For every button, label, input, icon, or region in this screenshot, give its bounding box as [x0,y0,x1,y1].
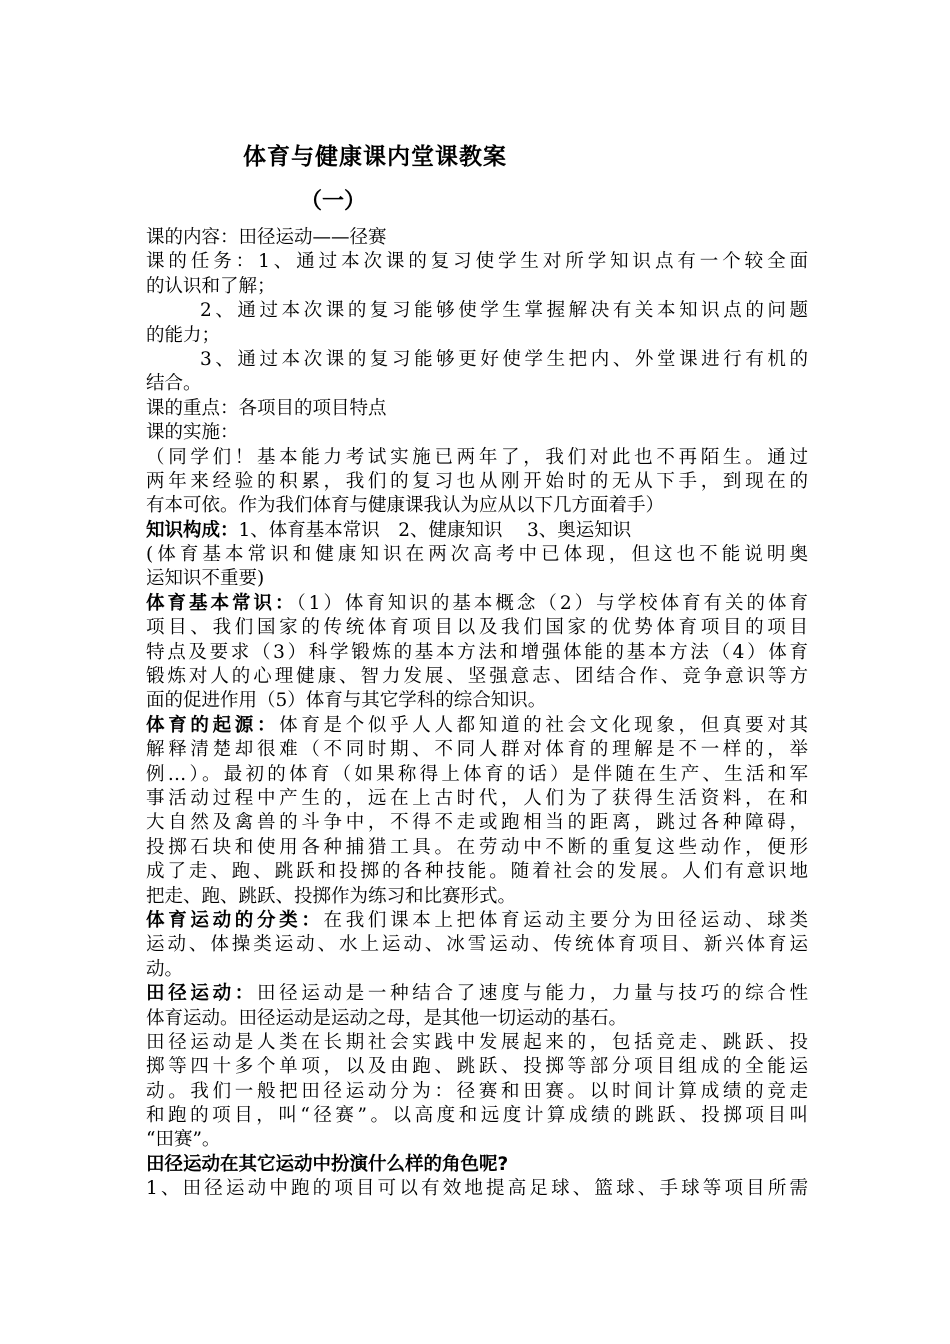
line-text: 事活动过程中产生的，远在上古时代，人们为了获得生活资料，在和 [146,787,808,809]
section-label: 体育的起源： [146,714,280,736]
document-line [146,592,808,616]
document-line [146,299,808,323]
document-line [146,1031,808,1055]
document-line [146,226,808,250]
document-line [146,470,808,494]
document-line [146,909,808,933]
line-text: 掷等四十多个单项，以及由跑、跳跃、投掷等部分项目组成的全能运 [146,1056,808,1078]
document-line [146,616,808,640]
document-line [146,738,808,762]
line-text: “田赛”。 [146,1129,221,1151]
line-text: 体育运动。田径运动是运动之母，是其他一切运动的基石。 [146,1007,628,1029]
line-text: 3、通过本次课的复习能够更好使学生把内、外堂课进行有机的 [200,348,808,370]
document-line [146,397,808,421]
section-label: 田径运动在其它运动中扮演什么样的角色呢? [146,1153,509,1175]
document-line [146,836,808,860]
line-text: 课的实施： [146,422,239,444]
section-label: 田径运动： [146,983,257,1005]
line-text: 运动、体操类运动、水上运动、冰雪运动、传统体育项目、新兴体育运 [146,934,808,956]
document-body [146,226,808,1202]
line-text: 在我们课本上把体育运动主要分为田径运动、球类 [323,909,808,931]
line-text: 锻炼对人的心理健康、智力发展、坚强意志、团结合作、竞争意识等方 [146,666,808,688]
document-line [146,275,808,299]
document-line [146,567,808,591]
line-text: (体育基本常识和健康知识在两次高考中已体现，但这也不能说明奥 [146,544,808,566]
line-text: （同学们！基本能力考试实施已两年了，我们对此也不再陌生。通过 [146,446,808,468]
document-line [146,958,808,982]
line-text: 两年来经验的积累，我们的复习也从刚开始时的无从下手，到现在的 [146,470,808,492]
document-line [146,641,808,665]
document-line [146,1177,808,1201]
document-line [146,1104,808,1128]
document-title: 体育与健康课内堂课教案 [243,144,507,170]
document-line [146,421,808,445]
document-line [146,446,808,470]
section-label: 体育基本常识： [146,592,297,614]
document-line [146,982,808,1006]
line-text: 田径运动是人类在长期社会实践中发展起来的，包括竞走、跳跃、投 [146,1031,808,1053]
document-line [146,1080,808,1104]
document-line [146,348,808,372]
line-text: 项目、我们国家的传统体育项目以及我们国家的优势体育项目的项目 [146,617,808,639]
line-text: 大自然及禽兽的斗争中，不得不走或跑相当的距离，跳过各种障碍， [146,812,808,834]
document-line [146,860,808,884]
line-text: 1、体育基本常识 2、健康知识 3、奥运知识 [238,519,632,541]
line-text: 特点及要求（3）科学锻炼的基本方法和增强体能的基本方法（4）体育 [146,641,808,663]
line-text: 解释清楚却很难（不同时期、不同人群对体育的理解是不一样的，举 [146,739,808,761]
line-text: 例…）。最初的体育（如果称得上体育的话）是伴随在生产、生活和军 [146,763,808,785]
document-line [146,1055,808,1079]
line-text: 课的任务：1、通过本次课的复习使学生对所学知识点有一个较全面 [146,251,808,273]
document-line [146,933,808,957]
document-line [146,494,808,518]
line-text: 面的促进作用（5）体育与其它学科的综合知识。 [146,690,547,712]
line-text: 结合。 [146,373,202,395]
line-text: 运知识不重要) [146,568,265,590]
line-text: 成了走、跑、跳跃和投掷的各种技能。随着社会的发展。人们有意识地 [146,861,808,883]
line-text: 把走、跑、跳跃、投掷作为练习和比赛形式。 [146,885,517,907]
line-text: 投掷石块和使用各种捕猎工具。在劳动中不断的重复这些动作，便形 [146,836,808,858]
document-line [146,885,808,909]
line-text: 2、通过本次课的复习能够使学生掌握解决有关本知识点的问题 [200,300,808,322]
line-text: 动。我们一般把田径运动分为：径赛和田赛。以时间计算成绩的竞走 [146,1080,808,1102]
document-line [146,250,808,274]
document-line [146,543,808,567]
document-line [146,665,808,689]
document-line [146,372,808,396]
document-line [146,763,808,787]
document-line [146,1153,808,1177]
line-text: 和跑的项目，叫“径赛”。以高度和远度计算成绩的跳跃、投掷项目叫 [146,1105,808,1127]
document-line [146,811,808,835]
document-line [146,689,808,713]
document-line [146,1007,808,1031]
line-text: 的认识和了解； [146,275,276,297]
line-text: 体育是个似乎人人都知道的社会文化现象，但真要对其 [279,714,808,736]
document-line [146,324,808,348]
line-text: （1）体育知识的基本概念（2）与学校体育有关的体育 [296,592,808,614]
document-subtitle: （一） [300,189,367,214]
line-text: 课的内容：田径运动——径赛 [146,227,387,248]
line-text: 动。 [146,958,184,980]
line-text: 的能力； [146,324,221,346]
document-line [146,714,808,738]
document-line [146,787,808,811]
line-text: 课的重点：各项目的项目特点 [146,397,387,419]
line-text: 有本可依。作为我们体育与健康课我认为应从以下几方面着手） [146,495,665,517]
document-line [146,519,808,543]
line-text: 田径运动是一种结合了速度与能力，力量与技巧的综合性 [256,983,808,1005]
document-line [146,1128,808,1152]
section-label: 知识构成： [146,519,239,541]
line-text: 1、田径运动中跑的项目可以有效地提高足球、篮球、手球等项目所需 [146,1178,808,1200]
section-label: 体育运动的分类： [146,909,324,931]
